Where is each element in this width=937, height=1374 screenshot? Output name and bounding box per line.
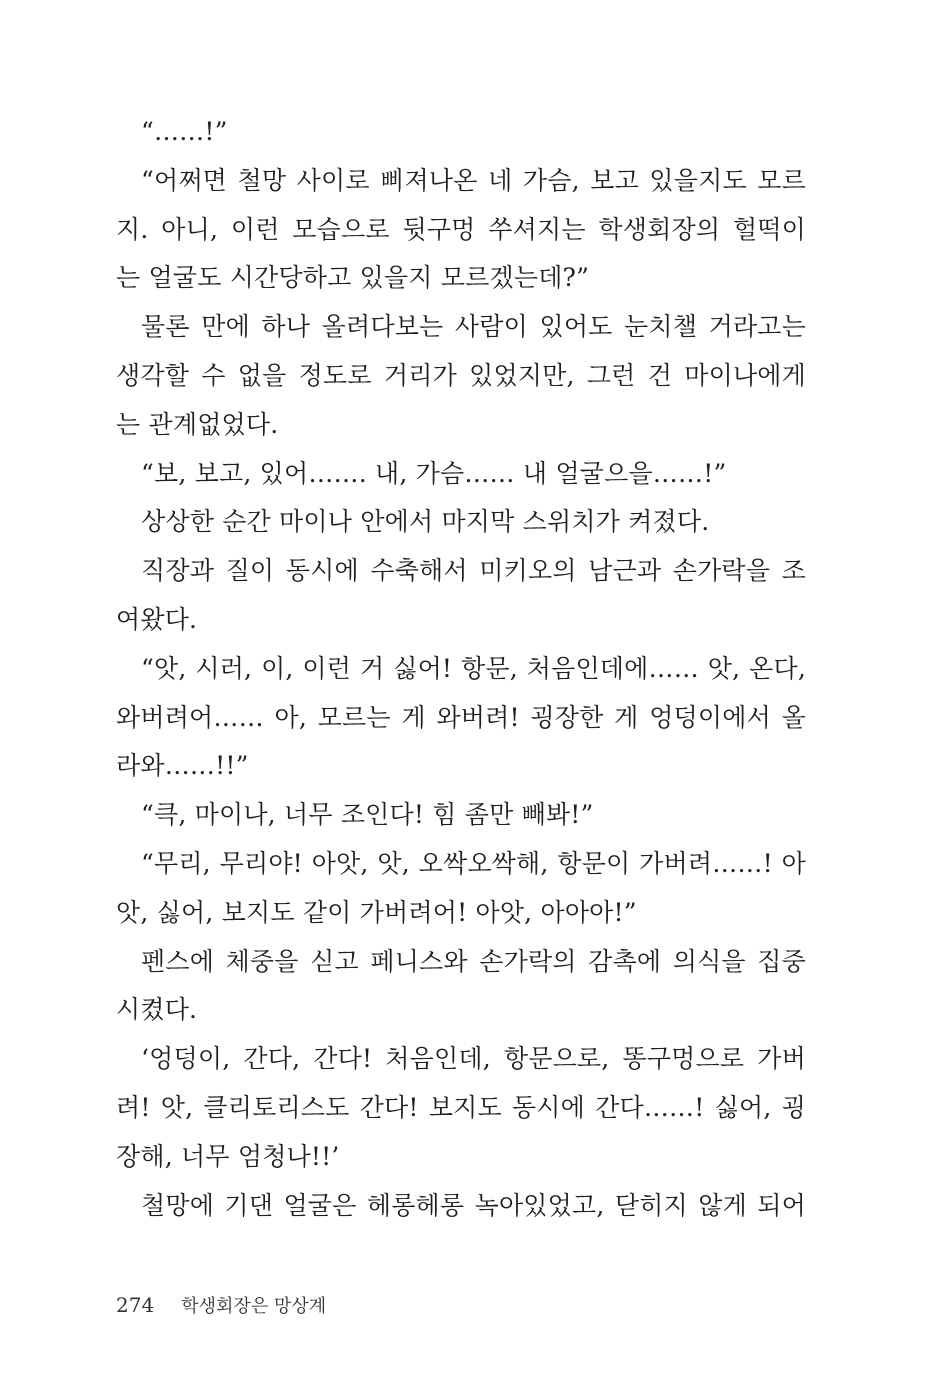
text-line: 장해, 너무 엄청나!!’ [116, 1141, 340, 1171]
text-line: “큭, 마이나, 너무 조인다! 힘 좀만 빼봐!” [141, 800, 594, 830]
text-line: “무리, 무리야! 아앗, 앗, 오싹오싹해, 항문이 가버려……! 아 [141, 848, 806, 878]
text-line: 는 관계없었다. [116, 409, 279, 439]
text-line: 려! 앗, 클리토리스도 간다! 보지도 동시에 간다……! 싫어, 굉 [116, 1092, 806, 1122]
text-line: 는 얼굴도 시간당하고 있을지 모르겠는데?” [116, 263, 590, 293]
book-title: 학생회장은 망상계 [181, 1296, 327, 1317]
text-line: “앗, 시러, 이, 이런 거 싫어! 항문, 처음인데에…… 앗, 온다, [141, 653, 806, 683]
text-line: 상상한 순간 마이나 안에서 마지막 스위치가 켜졌다. [141, 507, 710, 537]
text-line: “……!” [141, 117, 228, 146]
text-line: 직장과 질이 동시에 수축해서 미키오의 남근과 손가락을 조 [141, 556, 806, 586]
body-text [116, 108, 806, 1230]
text-line: 시켰다. [116, 995, 198, 1025]
page-number: 274 [116, 1293, 155, 1317]
text-line: 앗, 싫어, 보지도 같이 가버려어! 아앗, 아아아!” [116, 897, 637, 927]
text-line: 와버려어…… 아, 모르는 게 와버려! 굉장한 게 엉덩이에서 올 [116, 702, 806, 732]
text-line: 생각할 수 없을 정도로 거리가 있었지만, 그런 건 마이나에게 [116, 360, 806, 390]
text-line: “보, 보고, 있어……. 내, 가슴…… 내 얼굴으을……!” [141, 458, 727, 488]
text-line: 펜스에 체중을 싣고 페니스와 손가락의 감촉에 의식을 집중 [141, 946, 806, 976]
text-line: 철망에 기댄 얼굴은 헤롱헤롱 녹아있었고, 닫히지 않게 되어 [141, 1190, 806, 1220]
text-line: 여왔다. [116, 604, 198, 634]
text-line: “어쩌면 철망 사이로 삐져나온 네 가슴, 보고 있을지도 모르 [141, 165, 806, 195]
page-footer [116, 1292, 326, 1318]
text-line: 물론 만에 하나 올려다보는 사람이 있어도 눈치챌 거라고는 [141, 312, 806, 342]
text-line: 지. 아니, 이런 모습으로 뒷구멍 쑤셔지는 학생회장의 헐떡이 [116, 214, 806, 244]
text-line: ‘엉덩이, 간다, 간다! 처음인데, 항문으로, 똥구멍으로 가버 [141, 1044, 806, 1074]
text-line: 라와……!!” [116, 751, 249, 781]
